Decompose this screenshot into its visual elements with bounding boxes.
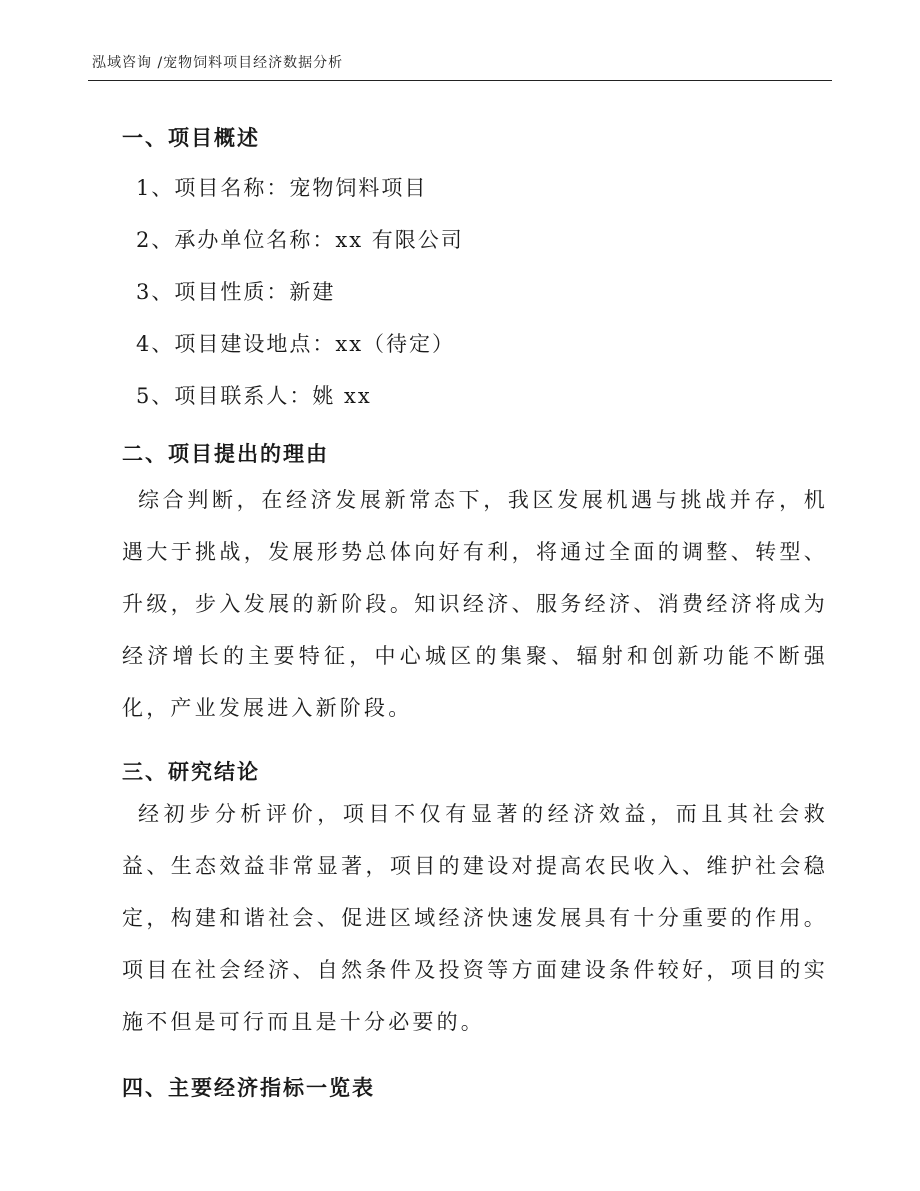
running-header: 泓域咨询 /宠物饲料项目经济数据分析 [92,55,344,71]
overview-item-location: 4、项目建设地点：xx（待定） [136,332,456,356]
section-heading-conclusion: 三、研究结论 [122,760,260,784]
header-divider [88,80,832,81]
overview-item-project-name: 1、项目名称：宠物饲料项目 [136,176,428,200]
conclusion-paragraph: 经初步分析评价，项目不仅有显著的经济效益，而且其社会救益、生态效益非常显著，项目的建设对提高农民收入、维护社会稳定，构建和谐社会、促进区域经济快速发展具有十分重要的作用。项目在社会经济、自然条件及投资等方面建设条件较好，项目的实施不但是可行而且是十分必要的。 [122,802,828,1034]
overview-item-contact: 5、项目联系人：姚 xx [136,384,372,408]
section-heading-indicators: 四、主要经济指标一览表 [122,1076,375,1100]
overview-item-nature: 3、项目性质：新建 [136,280,336,304]
reason-paragraph: 综合判断，在经济发展新常态下，我区发展机遇与挑战并存，机遇大于挑战，发展形势总体向好有利，将通过全面的调整、转型、升级，步入发展的新阶段。知识经济、服务经济、消费经济将成为经济增长的主要特征，中心城区的集聚、辐射和创新功能不断强化，产业发展进入新阶段。 [122,488,828,720]
overview-item-organizer: 2、承办单位名称：xx 有限公司 [136,228,464,252]
section-heading-reason: 二、项目提出的理由 [122,442,329,466]
section-heading-overview: 一、项目概述 [122,126,260,150]
